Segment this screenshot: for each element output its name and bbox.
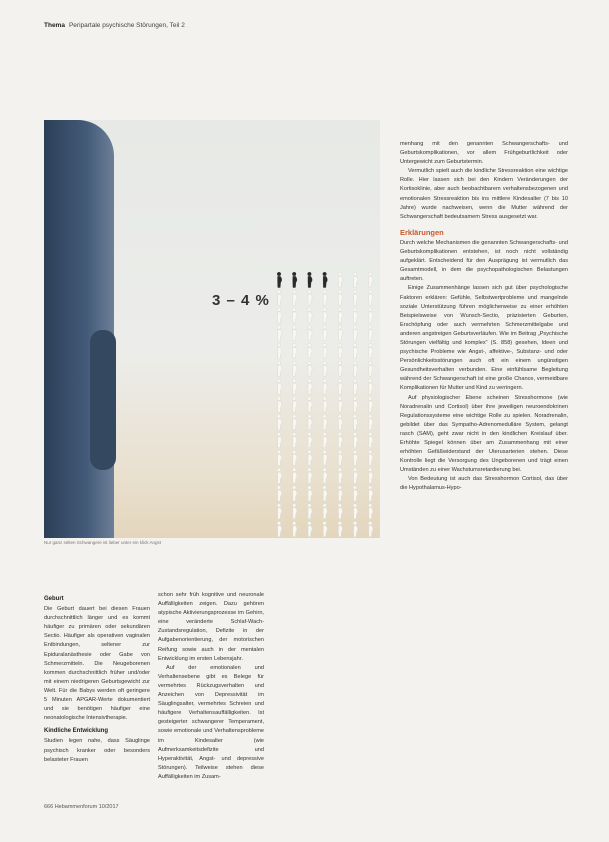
paragraph: Auf der emotionalen und Verhaltensebene gibt es Belege für vermehrtes Rückzugsverhalten und Anzeichen von Depressivität im Säuglingsalter, vermehrtes Schreien und häufigere Verhaltensauffälligkeiten. Ist gesteigerter schwangerer Temperament, sowie emotionale und Verhaltensprobleme im Kindesalter (wie Aufmerksamkeitsdefizite und Hyperaktivität, Angst- und depressive Störungen). Teilweise stehen diese Auffälligkeiten im Zusam- bbox=[158, 664, 264, 780]
pregnant-woman-icon bbox=[277, 486, 282, 501]
pregnant-woman-icon bbox=[338, 450, 343, 465]
pregnant-woman-icon bbox=[292, 343, 297, 358]
paragraph: Studien legen nahe, dass Säuglinge psychisch kranker oder besonders belasteter Frauen bbox=[44, 738, 150, 763]
page-footer: 666 Hebammenforum 10/2017 bbox=[44, 804, 119, 810]
pregnant-woman-icon bbox=[292, 521, 297, 536]
pregnant-woman-icon bbox=[338, 397, 343, 412]
pregnant-woman-icon bbox=[338, 290, 343, 305]
pregnant-woman-icon bbox=[338, 486, 343, 501]
paragraph: menhang mit den genannten Schwangerschafts- und Geburtskomplikationen, vor allem Frühgeburtlichkeit oder Untergewicht zum Geburtstermin. bbox=[400, 141, 568, 166]
pregnant-woman-icon bbox=[368, 397, 373, 412]
percentage-label: 3 – 4 % bbox=[212, 292, 270, 309]
paragraph: schon sehr früh kognitive und neuronale Auffälligkeiten zeigen. Dazu gehören atypische Aktivierungsprozesse im Gehirn, eine veränderte Schlaf-Wach-Zustandsregulation, Defizite in der Aufgabenorientierung, der motorischen Reifung sowie auch in der mentalen Entwicklung im ersten Lebensjahr. bbox=[158, 592, 264, 662]
pregnant-woman-icon bbox=[308, 308, 313, 323]
pregnant-woman-icon bbox=[308, 290, 313, 305]
pregnant-woman-icon bbox=[353, 343, 358, 358]
pregnant-woman-icon bbox=[353, 415, 358, 430]
pregnant-woman-icon bbox=[308, 415, 313, 430]
pregnant-woman-icon bbox=[292, 361, 297, 376]
pregnant-woman-icon bbox=[308, 272, 313, 287]
pregnant-woman-icon bbox=[277, 272, 282, 287]
pregnant-woman-icon bbox=[338, 432, 343, 447]
pregnant-woman-icon bbox=[292, 468, 297, 483]
pregnant-woman-icon bbox=[277, 361, 282, 376]
pregnant-woman-icon bbox=[292, 326, 297, 341]
pregnant-woman-icon bbox=[323, 290, 328, 305]
pregnant-woman-icon bbox=[308, 326, 313, 341]
pregnant-woman-icon bbox=[353, 486, 358, 501]
pregnant-woman-icon bbox=[323, 308, 328, 323]
pregnant-woman-icon bbox=[323, 272, 328, 287]
pregnant-woman-icon bbox=[323, 468, 328, 483]
pregnant-woman-icon bbox=[338, 361, 343, 376]
pregnant-woman-icon bbox=[368, 343, 373, 358]
pregnant-woman-icon bbox=[292, 432, 297, 447]
pregnant-woman-icon bbox=[292, 397, 297, 412]
pregnant-woman-icon bbox=[353, 308, 358, 323]
pregnant-woman-icon bbox=[353, 326, 358, 341]
paragraph: Vermutlich spielt auch die kindliche Stressreaktion eine wichtige Rolle. Hier lassen sich bei den Kindern Veränderungen der Kortisoklinie, aber auch beobachtbarem verhaltensbezogenen und emotionalen Stressreaktion bis ins mittlere Kindesalter (7 bis 10 Jahre) wurde nachweisen, wenn die Mutter während der Schwangerschaft bedeutsamem Stress ausgesetzt war. bbox=[400, 168, 568, 220]
pregnant-woman-icon bbox=[308, 361, 313, 376]
paragraph: Einige Zusammenhänge lassen sich gut über psychologische Faktoren erklären: Gefühle, Selbstwertprobleme und mangelnde soziale Unterstützung führen möglicherweise zu einer erhöhten Beispielsweise von Wunsch-Sectio, präzisierten Geburten, Erschöpfung oder auch vermehrten Schmerzmittelgabe und anderen angstreigen Geburtsverläufen. Wie im Beitrag „Psychische Störungen vielfältig und komplex“ (S. 858) gesehen, Ideen und psychische Probleme wie Angst-, affektive-, Substanz- und oder Persönlichkeitsstörungen auch oft ein einem ungünstigen Gesundheitsverhalten verbunden. Eine einfühlsame Begleitung während der Schwangerschaft ist eine große Chance, vermeidbare Komplikationen für Mutter und Kind zu verringern. bbox=[400, 285, 568, 392]
pregnant-woman-icon bbox=[353, 290, 358, 305]
paragraph: Von Bedeutung ist auch das Stresshormon Cortisol, das über die Hypothalamus-Hypo- bbox=[400, 476, 568, 492]
pregnant-woman-icon bbox=[353, 397, 358, 412]
pregnant-woman-icon bbox=[277, 326, 282, 341]
pregnant-woman-icon bbox=[353, 361, 358, 376]
pregnant-woman-icon bbox=[338, 468, 343, 483]
header-title: Peripartale psychische Störungen, Teil 2 bbox=[68, 22, 185, 29]
figure-illustration bbox=[44, 120, 380, 538]
pregnant-woman-icon bbox=[292, 308, 297, 323]
pregnant-woman-icon bbox=[323, 432, 328, 447]
pregnant-woman-icon bbox=[277, 397, 282, 412]
pregnant-woman-icon bbox=[323, 326, 328, 341]
pregnant-woman-icon bbox=[323, 379, 328, 394]
pregnant-woman-icon bbox=[368, 415, 373, 430]
pregnant-woman-icon bbox=[308, 521, 313, 536]
pregnant-woman-icon bbox=[353, 521, 358, 536]
pregnant-woman-icon bbox=[323, 343, 328, 358]
pregnant-woman-icon bbox=[292, 290, 297, 305]
pregnant-woman-icon bbox=[292, 504, 297, 519]
pregnant-woman-icon bbox=[353, 432, 358, 447]
pregnant-woman-icon bbox=[338, 343, 343, 358]
pregnant-woman-icon bbox=[338, 379, 343, 394]
pregnant-woman-icon bbox=[323, 415, 328, 430]
pregnant-woman-icon bbox=[308, 343, 313, 358]
paragraph: Durch welche Mechanismen die genannten Schwangerschafts- und Geburtskomplikationen entstehen, ist noch nicht vollständig aufgeklärt. Entscheidend für den Ausprägung ist vermutlich das Gesamtmodell, in dem die psychopathologischen Belastungen auftreten. bbox=[400, 239, 568, 283]
pregnant-woman-icon bbox=[308, 450, 313, 465]
pregnant-woman-icon bbox=[338, 326, 343, 341]
pregnant-woman-icon bbox=[368, 290, 373, 305]
pregnant-woman-icon bbox=[368, 379, 373, 394]
pregnant-woman-icon bbox=[368, 272, 373, 287]
pregnant-woman-icon bbox=[308, 432, 313, 447]
header-section: Thema bbox=[44, 22, 65, 29]
pregnant-woman-icon bbox=[368, 504, 373, 519]
pregnant-woman-icon bbox=[292, 415, 297, 430]
pregnant-woman-icon bbox=[277, 432, 282, 447]
pregnant-woman-icon bbox=[308, 397, 313, 412]
pregnant-woman-icon bbox=[277, 521, 282, 536]
pregnant-woman-icon bbox=[353, 379, 358, 394]
pregnant-woman-icon bbox=[368, 326, 373, 341]
pregnant-woman-icon bbox=[368, 450, 373, 465]
pregnant-woman-icon bbox=[353, 272, 358, 287]
pregnant-woman-icon bbox=[338, 504, 343, 519]
pregnant-woman-icon bbox=[338, 521, 343, 536]
pregnant-woman-icon bbox=[368, 521, 373, 536]
pregnant-woman-icon bbox=[353, 450, 358, 465]
pregnant-woman-icon bbox=[323, 361, 328, 376]
pregnant-woman-icon bbox=[277, 415, 282, 430]
pregnant-woman-icon bbox=[368, 361, 373, 376]
pregnant-woman-icon bbox=[338, 308, 343, 323]
person-silhouette bbox=[44, 120, 114, 538]
paragraph: Die Geburt dauert bei diesen Frauen durchschnittlich länger und es kommt häufiger zu primären oder sekundären Sectio. Häufiger als operativen vaginalen Entbindungen, seltener zur Epiduralanästhesie oder Gabe von Schmerzmitteln. Die Neugeborenen kommen durchschnittlich früher und/oder mit einem niedrigeren Geburtsgewicht zur Welt. Für die Babys werden oft geringere 5 Minuten APGAR-Werte dokumentiert und sie benötigen häufiger eine neonatologische Intensivtherapie. bbox=[44, 606, 150, 722]
pregnant-woman-icon bbox=[353, 468, 358, 483]
heading-kindliche-entwicklung: Kindliche Entwicklung bbox=[44, 728, 109, 735]
paragraph: Auf physiologischer Ebene scheinen Stresshormone (wie Noradrenalin und Cortisol) über ihre jeweiligen neuroendokrinen Regulationssysteme eine wichtige Rolle zu spielen. Noradrenalin, gebildet über das Sympatho-Adrenomedulläre System, gelangt rasch (SAM), geht zwar nicht in den kindlichen Kreislauf über. Erhöhte Spiegel können über am Zusammenhang mit einer erhöhten Gefäßwiderstand der Uterusarterien stehen. Diese Kontrolle liegt die Versorgung des Ungeborenen und trägt einen Umständen zu einer Wachstumsretardierung bei. bbox=[400, 394, 568, 474]
column-1 bbox=[44, 591, 150, 765]
pregnant-woman-icon bbox=[277, 504, 282, 519]
pregnant-woman-icon bbox=[368, 432, 373, 447]
pregnant-woman-icon bbox=[292, 379, 297, 394]
pregnant-woman-icon bbox=[338, 415, 343, 430]
pregnant-woman-icon bbox=[292, 450, 297, 465]
heading-geburt: Geburt bbox=[44, 596, 64, 602]
figure-caption: Nur ganz selten Schwangere ist lieber unter ein klick Angst bbox=[44, 540, 162, 545]
column-3 bbox=[400, 140, 568, 494]
pregnant-woman-icon bbox=[292, 486, 297, 501]
pregnant-woman-icon bbox=[308, 379, 313, 394]
pregnant-woman-icon-grid bbox=[272, 270, 380, 538]
pregnant-woman-icon bbox=[308, 468, 313, 483]
pregnant-woman-icon bbox=[323, 486, 328, 501]
running-header bbox=[44, 22, 185, 29]
pregnant-woman-icon bbox=[323, 450, 328, 465]
pregnant-woman-icon bbox=[323, 521, 328, 536]
pregnant-woman-icon bbox=[323, 504, 328, 519]
pregnant-woman-icon bbox=[308, 504, 313, 519]
pregnant-woman-icon bbox=[368, 308, 373, 323]
pregnant-woman-icon bbox=[368, 468, 373, 483]
pregnant-woman-icon bbox=[277, 290, 282, 305]
pregnant-woman-icon bbox=[323, 397, 328, 412]
heading-erklaerungen: Erklärungen bbox=[400, 227, 444, 237]
pregnant-woman-icon bbox=[277, 343, 282, 358]
person-arm bbox=[90, 330, 116, 470]
pregnant-woman-icon bbox=[277, 468, 282, 483]
pregnant-woman-icon bbox=[368, 486, 373, 501]
pregnant-woman-icon bbox=[353, 504, 358, 519]
column-2 bbox=[158, 591, 264, 782]
pregnant-woman-icon bbox=[277, 308, 282, 323]
pregnant-woman-icon bbox=[277, 450, 282, 465]
pregnant-woman-icon bbox=[292, 272, 297, 287]
pregnant-woman-icon bbox=[308, 486, 313, 501]
pregnant-woman-icon bbox=[338, 272, 343, 287]
pregnant-woman-icon bbox=[277, 379, 282, 394]
